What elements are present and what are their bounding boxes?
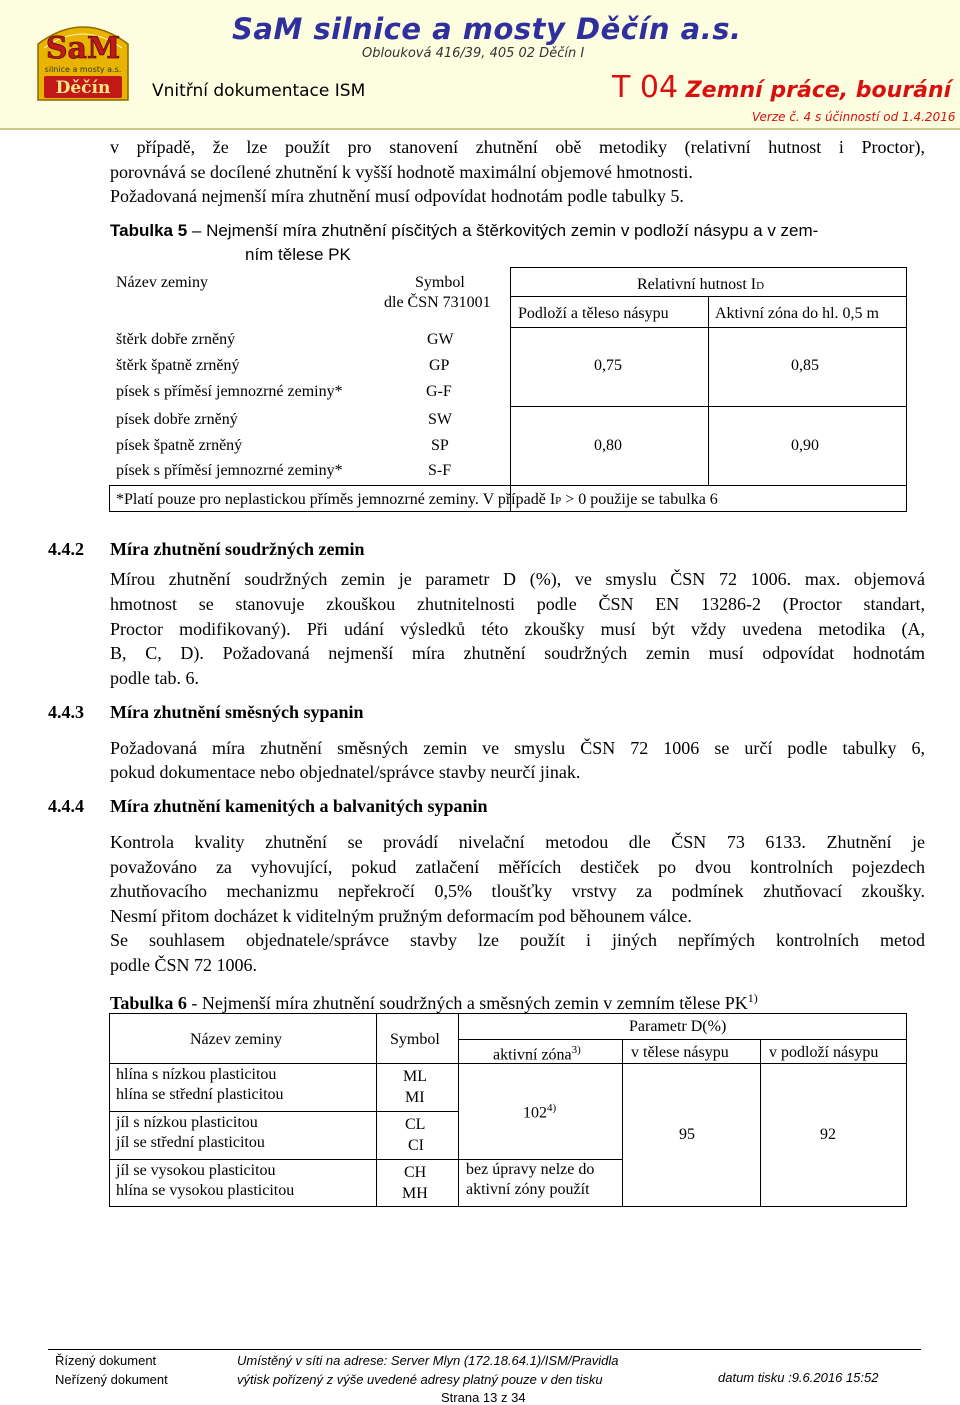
table6-col-az: [493, 1044, 581, 1064]
footer-controlled: Řízený dokument: [55, 1353, 157, 1368]
company-logo: [34, 14, 132, 104]
table6-row2-symbol: CL: [405, 1116, 426, 1133]
table5-line-vert: [708, 296, 709, 485]
footer-print-date: datum tisku :9.6.2016 15:52: [718, 1370, 879, 1385]
table6-line-h-r1: [109, 1111, 458, 1112]
section-442-number: 4.4.2: [48, 539, 84, 559]
section-443-title: Míra zhutnění směsných sypanin: [110, 702, 364, 722]
table6-line-v2: [458, 1013, 459, 1207]
section-442-line: Mírou zhutnění soudržných zemin je parametr D (%), ve smyslu ČSN 72 1006. max. objemová: [110, 569, 925, 589]
section-444-line: Nesmí přitom docházet k viditelným pružným deformacím pod běhounem válce.: [110, 906, 692, 926]
table6-row3-symbol: CH: [404, 1164, 427, 1181]
table6-az-value-number: 102: [523, 1104, 547, 1122]
table5-row-name: písek dobře zrněný: [116, 411, 238, 428]
table6-col-tel: v tělese násypu: [631, 1044, 729, 1061]
table5-caption-label: Tabulka 5: [110, 221, 188, 240]
table6-col-pod: v podloží násypu: [769, 1044, 879, 1061]
table6-row2-name: jíl se střední plasticitou: [116, 1134, 265, 1151]
company-address: Oblouková 416/39, 405 02 Děčín I: [362, 46, 585, 61]
section-442-line: Proctor modifikovaný). Při udání výsledků této zkoušky musí být vždy uvedena metodika (A,: [110, 619, 925, 639]
table5-col-rel: [637, 276, 764, 294]
table6-col-param: Parametr D(%): [629, 1018, 727, 1035]
svg-text:silnice a mosty a.s.: silnice a mosty a.s.: [44, 65, 122, 74]
table5-col-sub1: Podloží a těleso násypu: [518, 305, 669, 322]
footer-divider: [48, 1349, 921, 1350]
section-442-line: hmotnost se stanovuje zkouškou zhutnitelnosti podle ČSN EN 13286-2 (Proctor standart,: [110, 594, 925, 614]
table6-line-h-r2: [109, 1159, 622, 1160]
table5-row-name: štěrk špatně zrněný: [116, 357, 240, 374]
table6-caption-sup: 1): [747, 991, 758, 1005]
table5-note-line-top: [109, 485, 907, 486]
table5-caption: [110, 219, 818, 244]
section-442-line: B, C, D). Požadovaná nejmenší míra zhutnění soudržných zemin musí odpovídat hodnotám: [110, 643, 925, 663]
table5-caption-text: – Nejmenší míra zhutnění písčitých a štěrkovitých zemin v podloží násypu a v zem-: [191, 221, 819, 240]
section-444-line: považováno za vyhovující, pokud zatlačení měřících destiček po dvou kontrolních pojezdech: [110, 857, 925, 877]
doc-code-title: Zemní práce, bourání: [685, 78, 952, 103]
table6-line-v3: [622, 1039, 623, 1207]
table6-row3-name: hlína se vysokou plasticitou: [116, 1182, 295, 1199]
table5-note-part1: *Platí pouze pro neplastickou příměs jemnozrné zeminy. V případě I: [116, 491, 556, 508]
table6-col-symbol: Symbol: [390, 1031, 440, 1048]
table5-note-line-left: [109, 485, 110, 512]
doc-version: Verze č. 4 s účinností od 1.4.2016: [752, 110, 956, 124]
table6-caption-label: Tabulka 6: [110, 993, 187, 1013]
footer-location: Umístěný v síti na adrese: Server Mlyn (172.18.64.1)/ISM/Pravidla: [237, 1353, 619, 1368]
section-444-title: Míra zhutnění kamenitých a balvanitých sypanin: [110, 796, 488, 816]
table5-row-name: písek s příměsí jemnozrné zeminy*: [116, 462, 343, 479]
footer-uncontrolled: Neřízený dokument: [55, 1372, 168, 1387]
section-444-line: zhutňovacího mechanizmu nepřekročí 0,5% tloušťky vrstvy za podmínek zhutňovací zkoušky.: [110, 881, 925, 901]
table5-group2-value2: 0,90: [791, 437, 819, 454]
table6-row3-name: jíl se vysokou plasticitou: [116, 1162, 276, 1179]
footer-validity: výtisk pořízený z výše uvedené adresy platný pouze v den tisku: [237, 1372, 603, 1387]
table5-row-symbol: G-F: [426, 383, 452, 400]
table5-group1-value2: 0,85: [791, 357, 819, 374]
header-divider: [0, 128, 960, 130]
intro-line-1: v případě, že lze použít pro stanovení zhutnění obě metodiky (relativní hutnost i Proctor),: [110, 137, 925, 157]
table5-row-name: písek s příměsí jemnozrné zeminy*: [116, 383, 343, 400]
table6-row1-name: hlína s nízkou plasticitou: [116, 1066, 277, 1083]
table6-line-v4: [760, 1039, 761, 1207]
table6-line-h-param: [458, 1039, 907, 1040]
table5-col-rel-label: Relativní hutnost I: [637, 276, 757, 293]
table5-row-symbol: S-F: [428, 462, 452, 479]
table6-tel-value: 95: [679, 1126, 695, 1143]
table6-caption-text: - Nejmenší míra zhutnění soudržných a směsných zemin v zemním tělese PK: [186, 993, 748, 1013]
intro-line-3: Požadovaná nejmenší míra zhutnění musí odpovídat hodnotám podle tabulky 5.: [110, 186, 684, 206]
table5-row-name: písek špatně zrněný: [116, 437, 243, 454]
section-442-title: Míra zhutnění soudržných zemin: [110, 539, 365, 559]
table5-note-sub: P: [555, 495, 562, 507]
section-444-number: 4.4.4: [48, 796, 84, 816]
table5-col-symbol-sub: dle ČSN 731001: [384, 294, 491, 311]
section-444-line: Kontrola kvality zhutnění se provádí nivelační metodou dle ČSN 73 6133. Zhutnění je: [110, 832, 925, 852]
table5-group2-value1: 0,80: [594, 437, 622, 454]
table5-note: [116, 491, 718, 509]
section-444-line: Se souhlasem objednatele/správce stavby lze použít i jiných nepřímých kontrolních metod: [110, 930, 925, 950]
doc-code-prefix: T 04: [612, 70, 679, 105]
table5-row-symbol: SW: [428, 411, 452, 428]
table5-caption-line2: ním tělese PK: [245, 245, 351, 264]
intro-line-2: porovnává se docílené zhutnění k vyšší hodnotě maximální objemové hmotnosti.: [110, 162, 693, 182]
table5-col-sub2: Aktivní zóna do hl. 0,5 m: [715, 305, 879, 322]
table6-az-value: [523, 1102, 556, 1122]
table5-col-rel-sub: D: [756, 280, 765, 292]
page-header: [0, 0, 960, 130]
table6-caption: [110, 986, 758, 1016]
table5-note-part2: > 0 použije se tabulka 6: [561, 491, 718, 508]
table6-az-note: bez úpravy nelze do: [466, 1161, 595, 1178]
table6-row1-symbol: ML: [403, 1068, 427, 1085]
table6-row2-symbol: CI: [408, 1137, 424, 1154]
table6-az-note: aktivní zóny použít: [466, 1181, 590, 1198]
section-444-line: podle ČSN 72 1006.: [110, 955, 258, 975]
table5-line-group: [510, 406, 907, 407]
svg-text:SaM: SaM: [45, 31, 121, 66]
footer-page-number: Strana 13 z 34: [441, 1390, 526, 1405]
table6-pod-value: 92: [820, 1126, 836, 1143]
svg-text:Děčín: Děčín: [55, 78, 111, 98]
section-442-line: podle tab. 6.: [110, 668, 199, 688]
table6-row1-symbol: MI: [405, 1089, 425, 1106]
table5-group1-value1: 0,75: [594, 357, 622, 374]
table5-row-name: štěrk dobře zrněný: [116, 331, 236, 348]
section-443-line: pokud dokumentace nebo objednatel/správce stavby neurčí jinak.: [110, 762, 581, 782]
table6-col-az-sup: 3): [571, 1044, 581, 1056]
table5-col-symbol: Symbol: [415, 274, 465, 291]
table5-note-line-bottom: [109, 511, 907, 512]
table6-row1-name: hlína se střední plasticitou: [116, 1086, 284, 1103]
table6-az-value-sup: 4): [547, 1102, 557, 1114]
table6-line-v1: [376, 1013, 377, 1207]
section-443-line: Požadovaná míra zhutnění směsných zemin ve smyslu ČSN 72 1006 se určí podle tabulky 6,: [110, 738, 925, 758]
table6-row3-symbol: MH: [402, 1185, 428, 1202]
company-name: SaM silnice a mosty Děčín a.s.: [232, 12, 742, 46]
table6-col-az-label: aktivní zóna: [493, 1046, 572, 1064]
table6-row2-name: jíl s nízkou plasticitou: [116, 1114, 258, 1131]
section-443-number: 4.4.3: [48, 702, 84, 722]
table5-col-name: Název zeminy: [116, 274, 208, 291]
doc-type: Vnitřní dokumentace ISM: [152, 81, 366, 101]
table6-col-name: Název zeminy: [190, 1031, 282, 1048]
table5-row-symbol: GW: [427, 331, 454, 348]
table5-row-symbol: GP: [429, 357, 450, 374]
table5-row-symbol: SP: [431, 437, 449, 454]
doc-code: [612, 70, 951, 105]
